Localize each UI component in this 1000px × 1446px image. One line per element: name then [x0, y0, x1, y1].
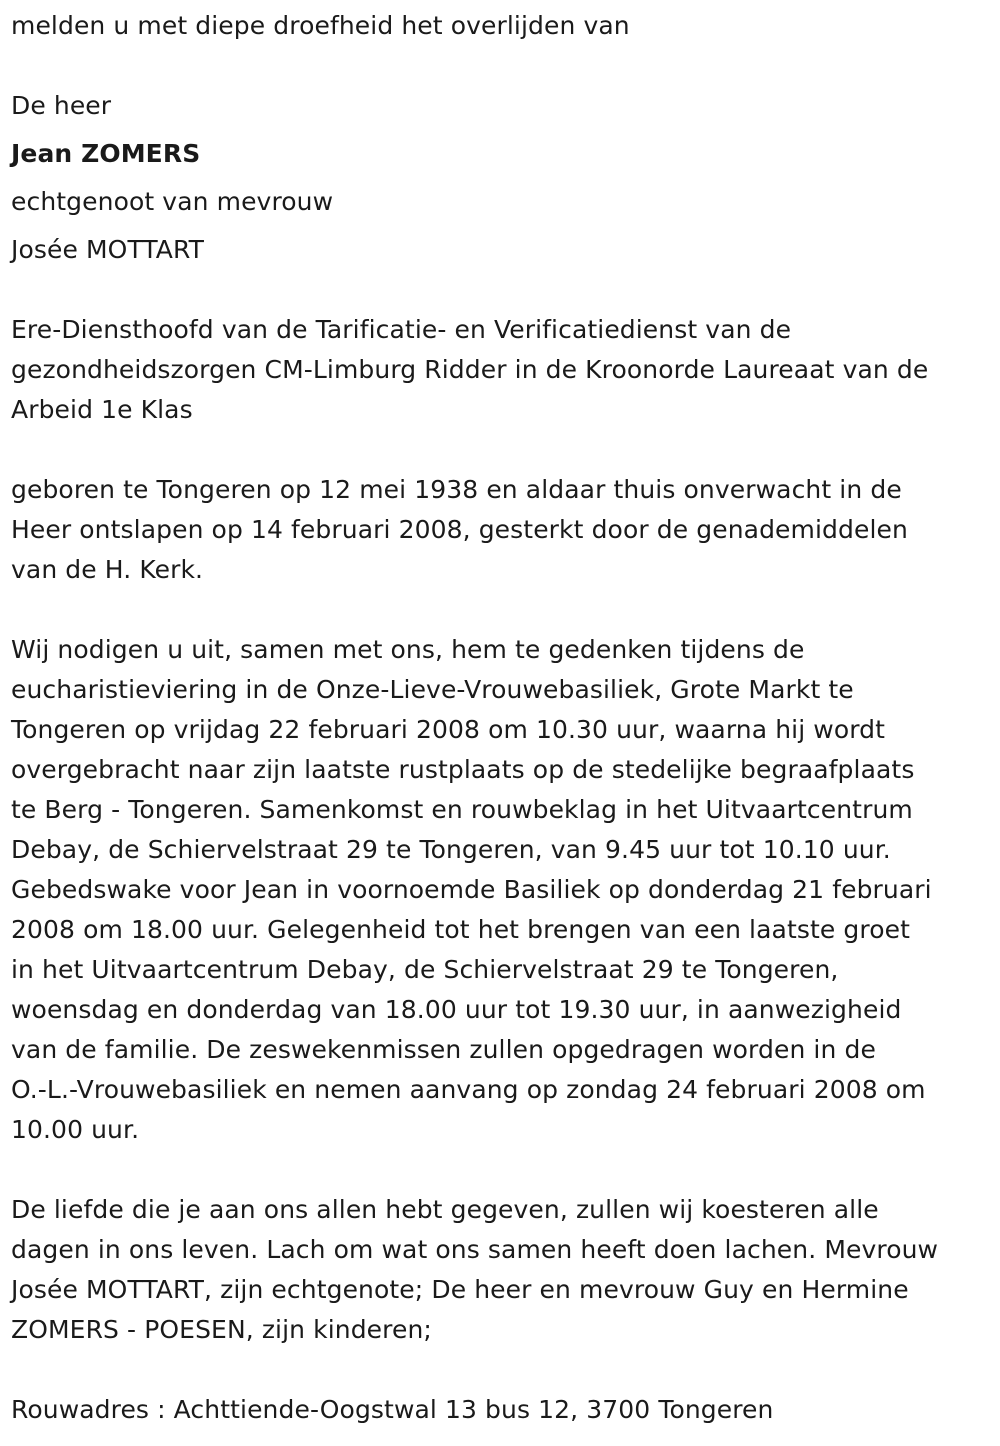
birth-death-paragraph: [11, 470, 908, 590]
birth-death-line: Heer ontslapen op 14 februari 2008, gesterkt door de genademiddelen: [11, 515, 908, 544]
deceased-name: Jean ZOMERS: [11, 139, 201, 168]
ceremony-line: Debay, de Schiervelstraat 29 te Tongeren, van 9.45 uur tot 10.10 uur.: [11, 835, 891, 864]
family-line: ZOMERS - POESEN, zijn kinderen;: [11, 1315, 432, 1344]
spouse-label: echtgenoot van mevrouw: [11, 187, 334, 216]
intro-text: melden u met diepe droefheid het overlijden van: [11, 11, 630, 40]
spouse-name: Josée MOTTART: [11, 235, 205, 264]
ceremony-line: Wij nodigen u uit, samen met ons, hem te gedenken tijdens de: [11, 635, 805, 664]
ceremony-line: te Berg - Tongeren. Samenkomst en rouwbeklag in het Uitvaartcentrum: [11, 795, 913, 824]
mourning-address: Rouwadres : Achttiende-Oogstwal 13 bus 12, 3700 Tongeren: [11, 1395, 774, 1424]
ceremony-line: van de familie. De zeswekenmissen zullen opgedragen worden in de: [11, 1035, 876, 1064]
titles-paragraph: [11, 310, 928, 430]
ceremony-paragraph: [11, 630, 932, 1150]
ceremony-line: eucharistieviering in de Onze-Lieve-Vrouwebasiliek, Grote Markt te: [11, 675, 854, 704]
family-line: De liefde die je aan ons allen hebt gegeven, zullen wij koesteren alle: [11, 1195, 879, 1224]
ceremony-line: 2008 om 18.00 uur. Gelegenheid tot het brengen van een laatste groet: [11, 915, 910, 944]
titles-line: gezondheidszorgen CM-Limburg Ridder in de Kroonorde Laureaat van de: [11, 355, 929, 384]
family-line: dagen in ons leven. Lach om wat ons samen heeft doen lachen. Mevrouw: [11, 1235, 939, 1264]
ceremony-line: in het Uitvaartcentrum Debay, de Schiervelstraat 29 te Tongeren,: [11, 955, 839, 984]
family-line: Josée MOTTART, zijn echtgenote; De heer en mevrouw Guy en Hermine: [11, 1275, 909, 1304]
titles-line: Ere-Diensthoofd van de Tarificatie- en Verificatiedienst van de: [11, 315, 792, 344]
ceremony-line: O.-L.-Vrouwebasiliek en nemen aanvang op zondag 24 februari 2008 om: [11, 1075, 926, 1104]
ceremony-line: Tongeren op vrijdag 22 februari 2008 om 10.30 uur, waarna hij wordt: [11, 715, 886, 744]
ceremony-line: Gebedswake voor Jean in voornoemde Basiliek op donderdag 21 februari: [11, 875, 932, 904]
birth-death-line: van de H. Kerk.: [11, 555, 204, 584]
ceremony-line: woensdag en donderdag van 18.00 uur tot 19.30 uur, in aanwezigheid: [11, 995, 902, 1024]
ceremony-line: 10.00 uur.: [11, 1115, 140, 1144]
salutation: De heer: [11, 91, 112, 120]
titles-line: Arbeid 1e Klas: [11, 395, 193, 424]
ceremony-line: overgebracht naar zijn laatste rustplaats op de stedelijke begraafplaats: [11, 755, 915, 784]
birth-death-line: geboren te Tongeren op 12 mei 1938 en aldaar thuis onverwacht in de: [11, 475, 902, 504]
family-paragraph: [11, 1190, 938, 1350]
